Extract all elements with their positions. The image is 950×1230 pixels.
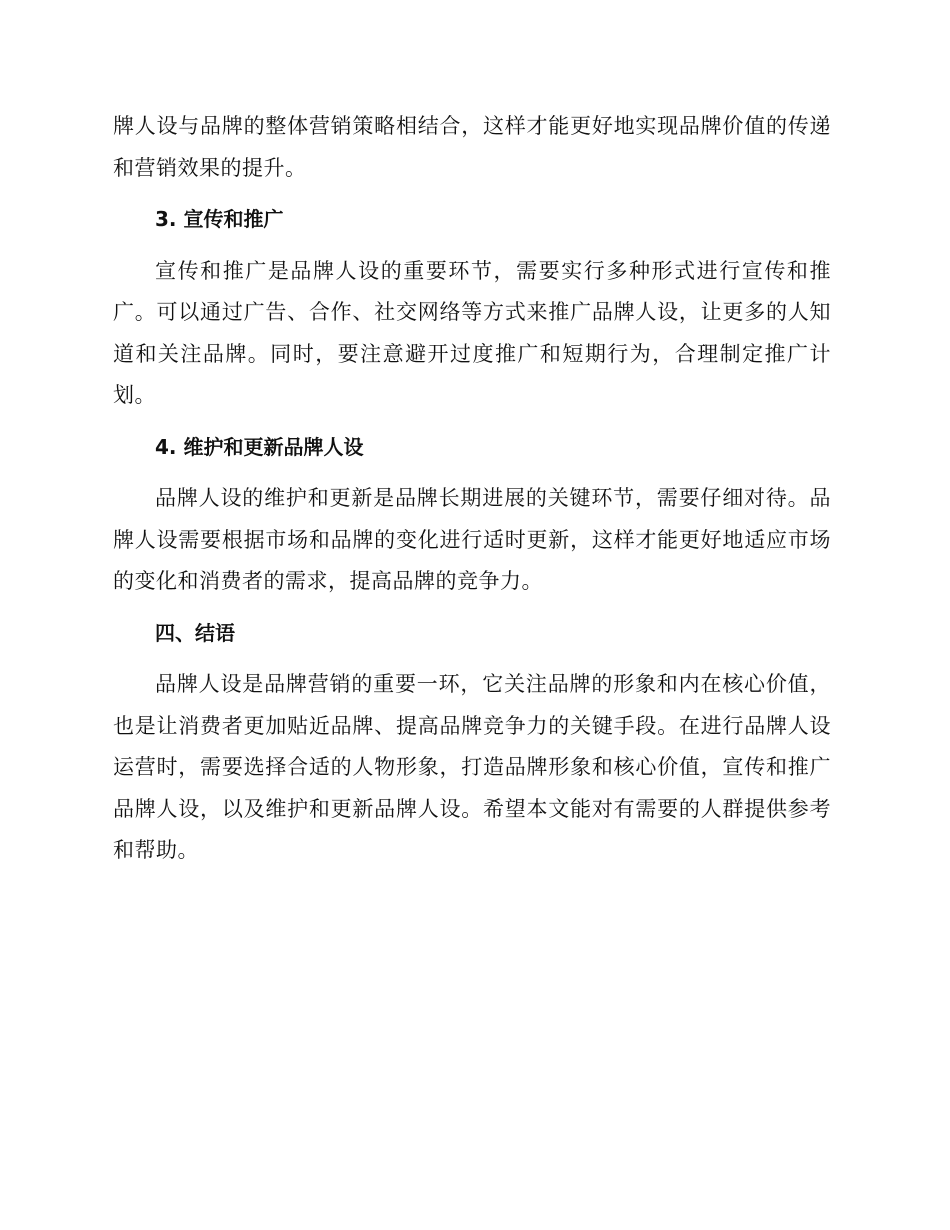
document-page (113, 106, 831, 872)
paragraph-promotion: 宣传和推广是品牌人设的重要环节，需要实行多种形式进行宣传和推广。可以通过广告、合作、社交网络等方式来推广品牌人设，让更多的人知道和关注品牌。同时，要注意避开过度推广和短期行为，合理制定推广计划。 (113, 258, 831, 407)
paragraph-maintenance: 品牌人设的维护和更新是品牌长期进展的关键环节，需要仔细对待。品牌人设需要根据市场和品牌的变化进行适时更新，这样才能更好地适应市场的变化和消费者的需求，提高品牌的竞争力。 (113, 486, 831, 593)
paragraph-conclusion: 品牌人设是品牌营销的重要一环，它关注品牌的形象和内在核心价值，也是让消费者更加贴近品牌、提高品牌竞争力的关键手段。在进行品牌人设运营时，需要选择合适的人物形象，打造品牌形象和核心价值，宣传和推广品牌人设，以及维护和更新品牌人设。希望本文能对有需要的人群提供参考和帮助。 (113, 672, 831, 862)
section-heading-conclusion: 四、结语 (155, 620, 235, 645)
paragraph-continued: 牌人设与品牌的整体营销策略相结合，这样才能更好地实现品牌价值的传递和营销效果的提升。 (113, 114, 831, 180)
section-heading-4: 4. 维护和更新品牌人设 (155, 434, 364, 459)
section-heading-3: 3. 宣传和推广 (155, 207, 284, 231)
